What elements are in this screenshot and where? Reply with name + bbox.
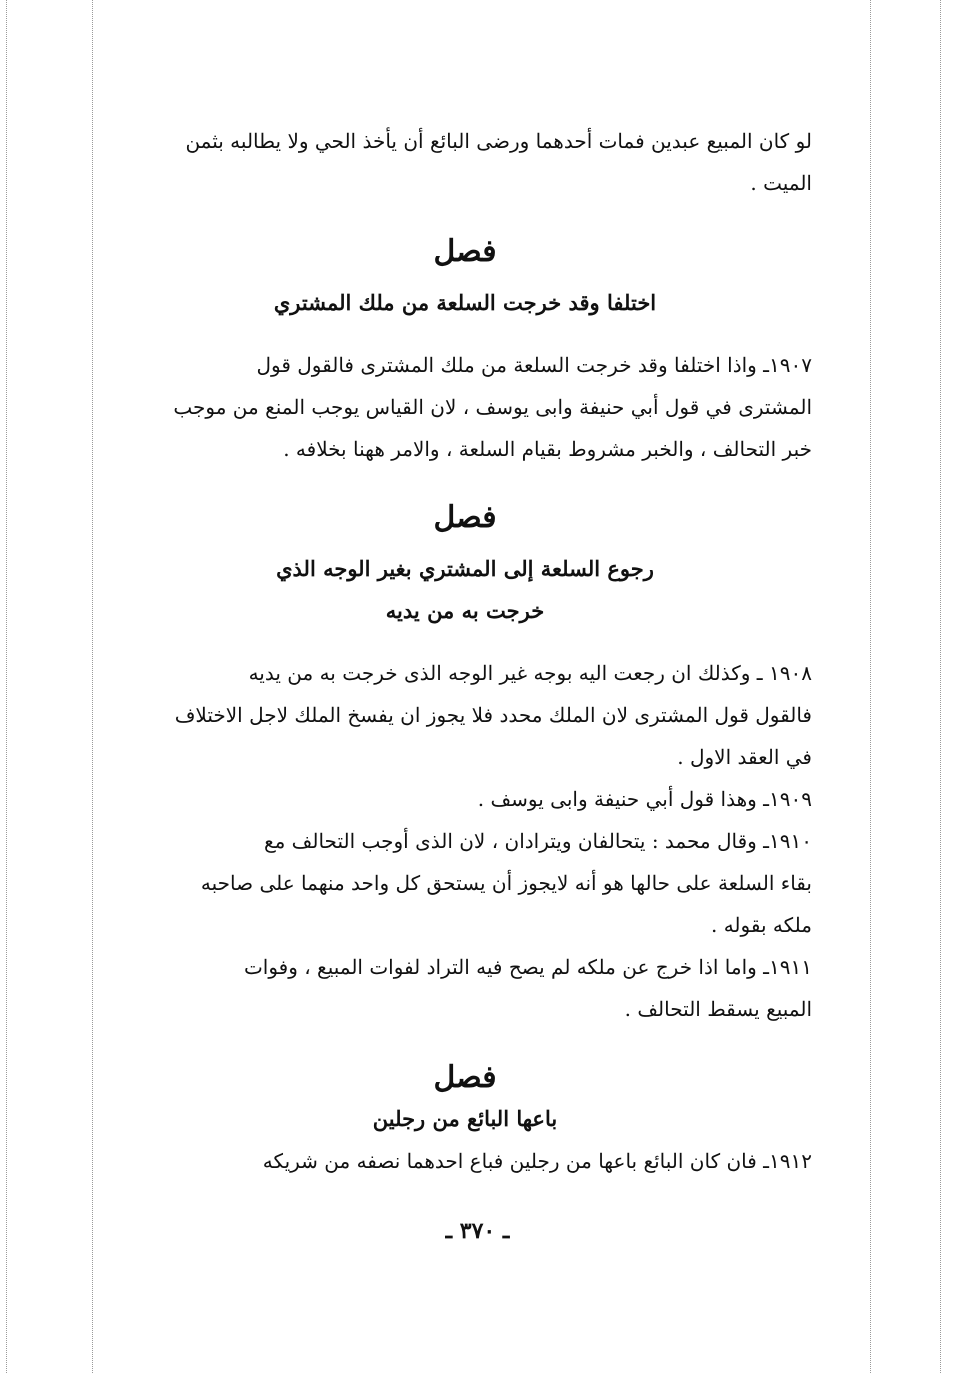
text-line: ١٩٠٩ـ وهذا قول أبي حنيفة وابى يوسف . xyxy=(477,787,812,811)
paragraph-1907 xyxy=(118,344,812,470)
section-heading: خرجت به من يديه xyxy=(385,598,545,623)
section-1 xyxy=(118,232,812,470)
text-line: المبيع يسقط التحالف . xyxy=(624,997,812,1021)
text-line: بقاء السلعة على حالها هو أنه لايجوز أن يستحق كل واحد منهما على صاحبه xyxy=(200,871,812,895)
paragraph-intro xyxy=(118,120,812,204)
scan-edge-right xyxy=(940,0,941,1373)
page-number: ـ ٣٧٠ ـ xyxy=(445,1218,510,1244)
text-line: في العقد الاول . xyxy=(677,745,812,769)
text-line: ١٩١٢ـ فان كان البائع باعها من رجلين فباع احدهما نصفه من شريكه xyxy=(262,1149,812,1173)
text-line: المشترى في قول أبي حنيفة وابى يوسف ، لان القياس يوجب المنع من موجب xyxy=(173,395,812,419)
text-line: ١٩٠٨ ـ وكذلك ان رجعت اليه بوجه غير الوجه الذى خرجت به من يديه xyxy=(248,661,812,685)
section-title-fasl: فصل xyxy=(433,234,497,269)
text-line: خبر التحالف ، والخبر مشروط بقيام السلعة ، والامر ههنا بخلافه . xyxy=(283,437,812,461)
section-title-fasl: فصل xyxy=(433,500,497,535)
scan-edge-left-inner xyxy=(92,0,93,1373)
section-2 xyxy=(118,498,812,1030)
section-heading: رجوع السلعة إلى المشتري بغير الوجه الذي xyxy=(276,556,654,581)
text-line: ١٩١١ـ واما اذا خرج عن ملكه لم يصح فيه التراد لفوات المبيع ، وفوات xyxy=(243,955,812,979)
text-line: الميت . xyxy=(750,171,812,195)
text-line: ملكه بقوله . xyxy=(710,913,812,937)
scan-edge-left xyxy=(6,0,7,1373)
section-heading: اختلفا وقد خرجت السلعة من ملك المشتري xyxy=(273,290,657,315)
section-heading: باعها البائع من رجلين xyxy=(372,1106,558,1131)
paragraph-1912 xyxy=(118,1140,812,1182)
text-line: فالقول قول المشترى لان الملك محدد فلا يجوز ان يفسخ الملك لاجل الاختلاف xyxy=(174,703,812,727)
text-line: ١٩١٠ـ وقال محمد : يتحالفان ويترادان ، لان الذى أوجب التحالف مع xyxy=(263,829,812,853)
section-3 xyxy=(118,1058,812,1182)
text-line: لو كان المبيع عبدين فمات أحدهما ورضى البائع أن يأخذ الحي ولا يطالبه بثمن xyxy=(185,129,812,153)
page-body xyxy=(118,120,812,1182)
paragraph-1908 xyxy=(118,652,812,778)
paragraph-1910 xyxy=(118,820,812,946)
text-line: ١٩٠٧ـ واذا اختلفا وقد خرجت السلعة من ملك المشترى فالقول قول xyxy=(256,353,812,377)
section-title-fasl: فصل xyxy=(433,1060,497,1095)
paragraph-1911 xyxy=(118,946,812,1030)
paragraph-1909 xyxy=(118,778,812,820)
scan-edge-right-inner xyxy=(870,0,871,1373)
